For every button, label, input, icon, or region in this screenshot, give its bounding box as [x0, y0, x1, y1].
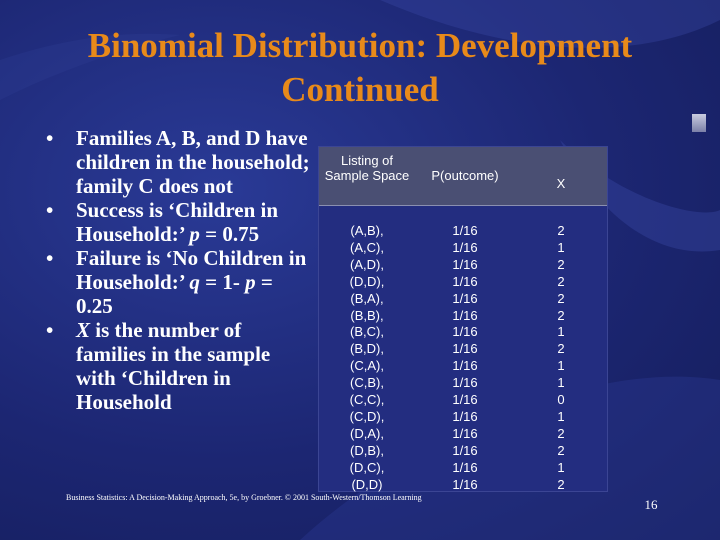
sample-space-cell: (C,A), [350, 358, 384, 374]
sample-space-table [318, 146, 608, 492]
bullet-failure [42, 246, 312, 318]
bullet-failure-formula: = 1- [199, 270, 246, 294]
sample-space-cell: (D,B), [350, 442, 384, 458]
bullet-list [42, 126, 312, 414]
bullet-success-text: Success is ‘Children in Household:’ [76, 198, 279, 246]
probability-cell: 1/16 [452, 273, 478, 289]
x-value-cell: 2 [557, 273, 565, 289]
header-sample-space: Listing of Sample Space [324, 153, 410, 183]
column-sample-space [323, 223, 411, 494]
bullet-success-value: = 0.75 [199, 222, 260, 246]
sample-space-cell: (C,D), [349, 408, 385, 424]
probability-cell: 1/16 [452, 324, 478, 340]
variable-q: q [189, 270, 200, 294]
footer-citation: Business Statistics: A Decision-Making Approach, 5e, by Groebner. © 2001 South-Western/Thomson Learning [66, 493, 422, 502]
probability-cell: 1/16 [452, 307, 478, 323]
bullet-success [42, 198, 312, 246]
x-value-cell: 2 [557, 476, 565, 492]
x-value-cell: 1 [557, 459, 565, 475]
probability-cell: 1/16 [452, 425, 478, 441]
title-line-2: Continued [281, 70, 439, 109]
probability-cell: 1/16 [452, 442, 478, 458]
probability-cell: 1/16 [452, 341, 478, 357]
x-value-cell: 1 [557, 408, 565, 424]
page-number: 16 [644, 497, 658, 512]
x-value-cell: 1 [557, 324, 565, 340]
bullet-x-definition [42, 318, 312, 414]
probability-cell: 1/16 [452, 239, 478, 255]
x-value-cell: 2 [557, 425, 565, 441]
slide-title [0, 24, 720, 112]
probability-cell: 1/16 [452, 476, 478, 492]
x-value-cell: 2 [557, 223, 565, 238]
variable-p: p [189, 222, 200, 246]
sample-space-cell: (B,B), [350, 307, 384, 323]
variable-p-2: p [245, 270, 256, 294]
header-probability: P(outcome) [431, 168, 499, 183]
x-value-cell: 2 [557, 256, 565, 272]
x-value-cell: 1 [557, 375, 565, 391]
sample-space-cell: (D,C), [349, 459, 385, 475]
x-value-cell: 1 [557, 239, 565, 255]
x-value-cell: 1 [557, 358, 565, 374]
sample-space-cell: (D,D), [349, 273, 385, 289]
sample-space-cell: (C,C), [349, 392, 385, 408]
header-x: X [556, 176, 566, 191]
bullet-families-text: Families A, B, and D have children in the household; family C does not [76, 126, 310, 198]
probability-cell: 1/16 [452, 375, 478, 391]
x-value-cell: 2 [557, 442, 565, 458]
column-x-values [519, 223, 603, 494]
bullet-failure-value: = 0.25 [76, 270, 273, 318]
probability-cell: 1/16 [452, 256, 478, 272]
sample-space-cell: (B,C), [350, 324, 384, 340]
probability-cell: 1/16 [452, 223, 478, 238]
bullet-families [42, 126, 312, 198]
sample-space-cell: (A,B), [350, 223, 384, 238]
probability-cell: 1/16 [452, 408, 478, 424]
probability-cell: 1/16 [452, 392, 478, 408]
sample-space-cell: (A,C), [350, 239, 384, 255]
sample-space-cell: (A,D), [350, 256, 384, 272]
sample-space-cell: (C,B), [350, 375, 384, 391]
sample-space-cell: (B,D), [350, 341, 384, 357]
probability-cell: 1/16 [452, 459, 478, 475]
sample-space-cell: (D,D) [351, 476, 383, 492]
probability-cell: 1/16 [452, 358, 478, 374]
column-probability [415, 223, 515, 494]
corner-square-decoration [692, 114, 706, 132]
x-value-cell: 2 [557, 341, 565, 357]
x-value-cell: 2 [557, 307, 565, 323]
variable-x: X [76, 318, 91, 342]
sample-space-cell: (B,A), [350, 290, 384, 306]
bullet-x-text: is the number of families in the sample with ‘Children in Household [76, 318, 271, 414]
bullet-failure-text: Failure is ‘No Children in Household:’ [76, 246, 307, 294]
x-value-cell: 0 [557, 392, 565, 408]
x-value-cell: 2 [557, 290, 565, 306]
title-line-1: Binomial Distribution: Development [87, 26, 633, 65]
sample-space-cell: (D,A), [350, 425, 384, 441]
probability-cell: 1/16 [452, 290, 478, 306]
